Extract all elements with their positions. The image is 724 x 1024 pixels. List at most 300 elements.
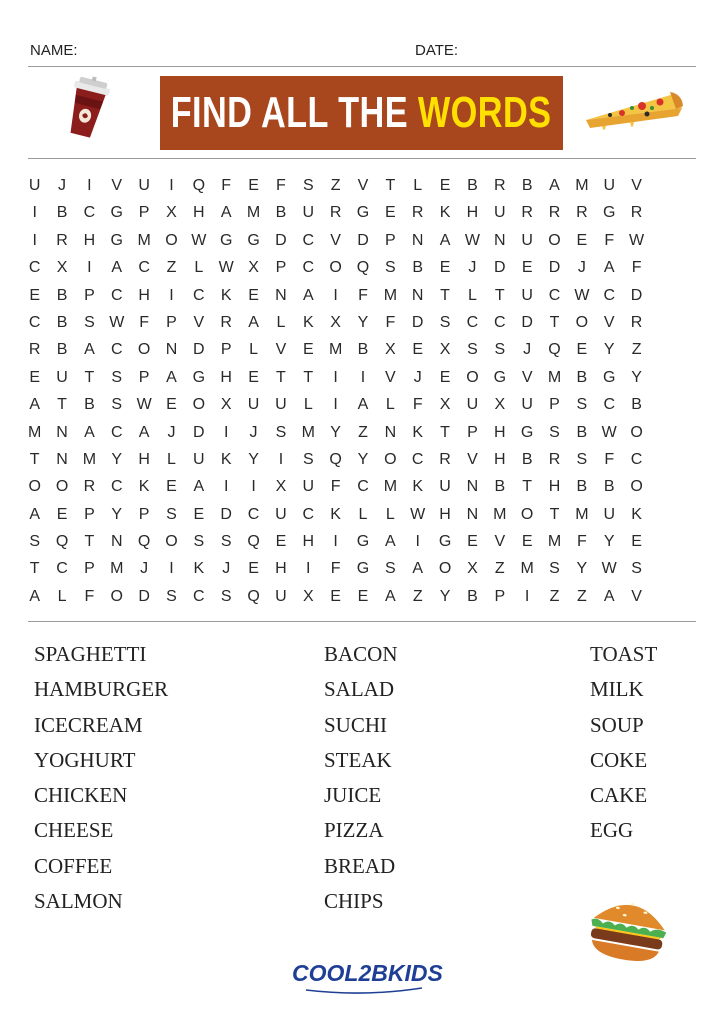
word-list-item: COFFEE: [34, 853, 113, 878]
word-list-item: MILK: [590, 677, 644, 702]
grid-letter: P: [138, 505, 150, 523]
grid-letter: I: [306, 560, 311, 578]
grid-letter: C: [603, 396, 615, 414]
grid-letter: E: [439, 259, 451, 277]
grid-letter: Y: [111, 450, 123, 468]
word-list-column-2: [324, 640, 398, 922]
grid-letter: A: [248, 313, 259, 331]
grid-letter: C: [630, 450, 643, 468]
grid-letter: E: [357, 587, 369, 605]
grid-letter: H: [494, 450, 506, 468]
grid-letter: U: [28, 177, 41, 194]
grid-letter: I: [524, 587, 530, 605]
grid-letter: N: [411, 231, 424, 249]
grid-letter: B: [56, 286, 68, 304]
grid-letter: T: [440, 286, 450, 304]
grid-letter: M: [28, 423, 42, 441]
word-list-item: EGG: [590, 818, 634, 843]
grid-letter: S: [166, 587, 177, 605]
grid-letter: N: [110, 533, 123, 551]
grid-letter: F: [604, 450, 615, 468]
grid-letter: H: [275, 560, 287, 578]
grid-row: [21, 391, 705, 418]
grid-letter: Q: [247, 587, 260, 605]
grid-letter: G: [110, 231, 123, 249]
grid-letter: S: [494, 341, 506, 359]
grid-letter: U: [521, 231, 533, 249]
grid-letter: O: [165, 231, 178, 249]
grid-letter: Y: [603, 341, 615, 359]
grid-letter: B: [56, 313, 68, 331]
grid-letter: P: [84, 286, 95, 304]
grid-letter: C: [193, 286, 205, 304]
grid-letter: Y: [576, 560, 588, 578]
grid-letter: F: [604, 231, 615, 249]
grid-letter: B: [603, 478, 615, 496]
grid-letter: D: [357, 231, 369, 249]
word-list-item: SOUP: [590, 712, 644, 737]
grid-letter: C: [28, 259, 41, 277]
grid-letter: V: [385, 368, 396, 386]
grid-letter: E: [521, 259, 533, 277]
grid-letter: W: [601, 423, 617, 441]
grid-letter: I: [278, 450, 284, 468]
grid-letter: G: [356, 533, 370, 551]
grid-letter: G: [219, 231, 233, 249]
grid-letter: B: [467, 587, 478, 605]
grid-letter: F: [84, 587, 95, 605]
grid-letter: Y: [631, 368, 642, 386]
word-list-item: JUICE: [324, 783, 382, 808]
grid-letter: X: [330, 313, 341, 331]
grid-letter: C: [548, 286, 561, 304]
grid-letter: R: [521, 204, 533, 222]
grid-letter: X: [385, 341, 396, 359]
grid-letter: B: [56, 204, 68, 222]
grid-letter: L: [413, 177, 423, 194]
grid-letter: T: [549, 313, 560, 331]
grid-letter: C: [110, 286, 123, 304]
grid-letter: X: [220, 396, 232, 414]
grid-letter: O: [548, 231, 561, 249]
grid-bottom-divider: [28, 621, 696, 622]
grid-letter: B: [494, 478, 506, 496]
grid-letter: U: [603, 177, 615, 194]
grid-letter: R: [83, 478, 96, 496]
grid-letter: E: [248, 368, 259, 386]
grid-letter: E: [275, 533, 287, 551]
grid-letter: D: [138, 587, 150, 605]
grid-letter: Y: [248, 450, 259, 468]
grid-letter: Q: [247, 533, 260, 551]
grid-letter: I: [32, 231, 37, 249]
grid-letter: X: [248, 259, 259, 277]
grid-letter: J: [58, 177, 67, 194]
grid-letter: C: [247, 505, 260, 523]
grid-letter: R: [329, 204, 342, 222]
title-banner: [160, 76, 563, 150]
grid-letter: K: [220, 286, 232, 304]
grid-letter: O: [28, 478, 41, 496]
grid-letter: Q: [137, 533, 151, 551]
grid-letter: F: [576, 533, 587, 551]
word-list-item: CHICKEN: [34, 783, 128, 808]
grid-letter: N: [466, 478, 479, 496]
word-list-item: TOAST: [590, 642, 658, 666]
grid-letter: Z: [576, 587, 587, 605]
grid-letter: O: [55, 478, 69, 496]
grid-row: [21, 336, 705, 363]
grid-letter: K: [412, 423, 424, 441]
grid-letter: B: [412, 259, 424, 277]
grid-letter: T: [84, 368, 95, 386]
grid-letter: I: [87, 177, 92, 194]
grid-letter: A: [193, 478, 205, 496]
grid-letter: K: [193, 560, 205, 578]
grid-letter: Z: [358, 423, 368, 441]
grid-letter: Z: [412, 587, 423, 605]
word-list-item: BACON: [324, 642, 398, 666]
grid-letter: N: [56, 450, 68, 468]
grid-letter: J: [468, 259, 477, 277]
grid-letter: Z: [494, 560, 505, 578]
coffee-cup-icon: [58, 76, 116, 140]
grid-letter: I: [169, 177, 174, 194]
grid-letter: W: [410, 505, 426, 523]
grid-letter: L: [358, 505, 368, 523]
grid-letter: X: [467, 560, 478, 578]
grid-letter: P: [166, 313, 177, 331]
grid-letter: O: [630, 478, 643, 496]
grid-letter: Z: [330, 177, 341, 194]
grid-letter: E: [576, 341, 588, 359]
grid-letter: X: [275, 478, 287, 496]
grid-letter: N: [56, 423, 68, 441]
grid-letter: E: [330, 587, 341, 605]
grid-letter: X: [439, 396, 451, 414]
grid-letter: A: [220, 204, 232, 222]
pizza-slice-icon: [582, 88, 686, 138]
grid-letter: B: [631, 396, 642, 414]
grid-letter: H: [548, 478, 561, 496]
grid-top-divider: [28, 158, 696, 159]
grid-letter: O: [329, 259, 342, 277]
grid-letter: U: [302, 204, 315, 222]
grid-letter: X: [494, 396, 506, 414]
grid-letter: M: [520, 560, 534, 578]
grid-letter: D: [220, 505, 232, 523]
grid-letter: I: [333, 368, 338, 386]
grid-letter: S: [220, 533, 232, 551]
grid-letter: P: [275, 259, 287, 277]
grid-letter: O: [630, 423, 643, 441]
grid-letter: U: [275, 396, 287, 414]
grid-letter: I: [333, 286, 338, 304]
grid-letter: E: [385, 204, 396, 222]
grid-letter: M: [547, 533, 562, 551]
grid-letter: P: [385, 231, 396, 249]
grid-letter: S: [549, 423, 560, 441]
grid-letter: P: [467, 423, 478, 441]
grid-letter: I: [169, 560, 174, 578]
grid-letter: B: [521, 450, 533, 468]
grid-letter: F: [412, 396, 423, 414]
grid-letter: W: [464, 231, 480, 249]
grid-letter: R: [494, 177, 506, 194]
grid-letter: J: [167, 423, 176, 441]
name-label: NAME:: [30, 42, 78, 59]
grid-letter: V: [631, 587, 642, 605]
grid-row: [21, 528, 705, 555]
grid-letter: T: [385, 177, 396, 194]
grid-letter: D: [630, 286, 643, 304]
grid-letter: F: [358, 286, 368, 304]
grid-letter: U: [494, 204, 506, 222]
grid-letter: A: [412, 560, 424, 578]
grid-letter: R: [630, 204, 643, 222]
grid-letter: L: [276, 313, 286, 331]
grid-letter: D: [411, 313, 424, 331]
grid-letter: D: [548, 259, 561, 277]
grid-letter: L: [467, 286, 477, 304]
grid-letter: A: [603, 587, 615, 605]
grid-letter: T: [522, 478, 533, 496]
grid-letter: R: [220, 313, 232, 331]
grid-letter: B: [467, 177, 478, 194]
word-list-item: COKE: [590, 747, 648, 772]
grid-letter: G: [493, 368, 507, 386]
grid-letter: U: [302, 478, 315, 496]
grid-letter: Y: [357, 450, 369, 468]
grid-letter: S: [111, 396, 123, 414]
grid-letter: C: [110, 341, 123, 359]
grid-letter: V: [111, 177, 123, 194]
grid-letter: G: [520, 423, 534, 441]
grid-letter: V: [357, 177, 369, 194]
grid-letter: B: [275, 204, 287, 222]
word-list-item: SALAD: [324, 677, 395, 702]
grid-letter: C: [466, 313, 479, 331]
grid-letter: F: [221, 177, 232, 194]
grid-letter: C: [494, 313, 506, 331]
grid-letter: N: [165, 341, 178, 359]
grid-letter: A: [29, 505, 41, 523]
grid-letter: E: [521, 533, 533, 551]
grid-letter: H: [83, 231, 96, 249]
logo-text: COOL2BKIDS: [292, 960, 443, 986]
grid-letter: N: [466, 505, 479, 523]
grid-letter: F: [276, 177, 286, 194]
grid-letter: I: [223, 423, 229, 441]
grid-letter: Z: [166, 259, 177, 277]
grid-letter: H: [494, 423, 506, 441]
grid-letter: T: [29, 560, 40, 578]
word-list-column-3: [590, 640, 657, 852]
grid-letter: A: [603, 259, 615, 277]
word-list: [0, 640, 724, 920]
grid-letter: H: [302, 533, 315, 551]
grid-letter: W: [218, 259, 234, 277]
grid-letter: F: [330, 560, 341, 578]
grid-row: [21, 199, 705, 226]
grid-letter: M: [383, 478, 398, 496]
grid-letter: M: [110, 560, 124, 578]
grid-letter: H: [220, 368, 232, 386]
grid-letter: M: [137, 231, 151, 249]
word-list-item: CHIPS: [324, 889, 384, 914]
grid-letter: Y: [439, 587, 451, 605]
grid-letter: S: [439, 313, 451, 331]
grid-letter: X: [439, 341, 451, 359]
grid-letter: U: [247, 396, 260, 414]
grid-letter: X: [166, 204, 177, 222]
grid-letter: T: [549, 505, 560, 523]
grid-letter: O: [520, 505, 534, 523]
grid-letter: I: [87, 259, 92, 277]
grid-letter: V: [330, 231, 341, 249]
grid-letter: H: [466, 204, 479, 222]
grid-letter: E: [29, 286, 41, 304]
grid-letter: C: [110, 423, 123, 441]
grid-letter: M: [246, 204, 261, 222]
grid-letter: H: [138, 286, 150, 304]
grid-letter: L: [167, 450, 176, 468]
grid-letter: U: [521, 286, 533, 304]
word-list-item: BREAD: [324, 853, 396, 878]
grid-letter: E: [56, 505, 68, 523]
grid-letter: I: [32, 204, 37, 222]
grid-letter: M: [493, 505, 507, 523]
grid-letter: A: [84, 341, 95, 359]
grid-letter: C: [603, 286, 615, 304]
grid-letter: R: [439, 450, 451, 468]
word-list-item: STEAK: [324, 747, 392, 772]
grid-letter: H: [439, 505, 451, 523]
grid-letter: A: [138, 423, 150, 441]
grid-letter: E: [166, 396, 177, 414]
grid-letter: A: [302, 286, 314, 304]
grid-letter: V: [631, 177, 642, 194]
grid-letter: O: [575, 313, 589, 331]
grid-letter: M: [575, 177, 589, 194]
grid-letter: T: [440, 423, 450, 441]
grid-letter: B: [56, 341, 68, 359]
grid-letter: E: [193, 505, 205, 523]
grid-letter: G: [438, 533, 452, 551]
grid-letter: E: [166, 478, 177, 496]
grid-letter: W: [629, 231, 645, 249]
grid-letter: D: [521, 313, 533, 331]
grid-letter: U: [603, 505, 615, 523]
grid-letter: L: [57, 587, 67, 605]
grid-row: [21, 446, 705, 473]
grid-letter: Y: [111, 505, 123, 523]
grid-letter: G: [110, 204, 123, 222]
grid-letter: R: [56, 231, 68, 249]
grid-letter: C: [411, 450, 424, 468]
grid-letter: W: [109, 313, 125, 331]
page-title: [171, 88, 552, 138]
grid-letter: D: [193, 423, 205, 441]
grid-letter: N: [384, 423, 397, 441]
grid-letter: L: [249, 341, 258, 359]
grid-letter: S: [29, 533, 41, 551]
grid-letter: I: [223, 478, 229, 496]
grid-letter: P: [220, 341, 232, 359]
grid-letter: D: [275, 231, 287, 249]
grid-letter: E: [467, 533, 478, 551]
grid-letter: A: [29, 396, 41, 414]
grid-letter: A: [357, 396, 369, 414]
grid-row: [21, 227, 705, 254]
grid-letter: E: [248, 177, 259, 194]
grid-letter: Z: [631, 341, 642, 359]
grid-letter: P: [494, 587, 506, 605]
grid-letter: C: [193, 587, 205, 605]
grid-letter: Y: [330, 423, 341, 441]
grid-letter: Y: [603, 533, 615, 551]
grid-letter: O: [384, 450, 397, 468]
grid-letter: B: [576, 368, 588, 386]
grid-letter: S: [631, 560, 642, 578]
grid-letter: U: [138, 177, 150, 194]
grid-letter: A: [166, 368, 177, 386]
grid-letter: Q: [356, 259, 370, 277]
grid-letter: H: [138, 450, 150, 468]
grid-row: [21, 501, 705, 528]
grid-letter: S: [220, 587, 232, 605]
grid-letter: J: [523, 341, 532, 359]
grid-letter: U: [193, 450, 205, 468]
grid-letter: P: [138, 368, 150, 386]
cool2bkids-logo: [292, 960, 443, 1000]
grid-letter: K: [412, 478, 424, 496]
grid-letter: K: [220, 450, 232, 468]
word-search-grid: [21, 172, 705, 612]
word-list-item: SPAGHETTI: [34, 642, 147, 666]
grid-letter: Z: [549, 587, 560, 605]
grid-letter: R: [411, 204, 424, 222]
grid-letter: V: [521, 368, 533, 386]
grid-letter: C: [138, 259, 150, 277]
grid-letter: U: [466, 396, 479, 414]
word-list-item: YOGHURT: [34, 747, 136, 772]
grid-row: [21, 172, 705, 199]
grid-letter: E: [576, 231, 588, 249]
grid-letter: J: [140, 560, 149, 578]
grid-letter: B: [521, 177, 533, 194]
title-part2: WORDS: [418, 88, 552, 137]
grid-letter: R: [576, 204, 588, 222]
grid-letter: R: [548, 204, 561, 222]
grid-letter: S: [275, 423, 287, 441]
grid-letter: S: [385, 259, 396, 277]
grid-row: [21, 555, 705, 582]
grid-letter: C: [110, 478, 123, 496]
grid-letter: C: [302, 505, 315, 523]
grid-letter: E: [439, 177, 451, 194]
hamburger-icon: [584, 890, 672, 972]
grid-letter: W: [601, 560, 617, 578]
grid-row: [21, 282, 705, 309]
grid-letter: E: [248, 560, 259, 578]
grid-letter: K: [138, 478, 150, 496]
grid-letter: K: [330, 505, 341, 523]
grid-letter: P: [138, 204, 150, 222]
grid-letter: R: [548, 450, 561, 468]
grid-letter: W: [191, 231, 207, 249]
word-list-item: SUCHI: [324, 712, 388, 737]
